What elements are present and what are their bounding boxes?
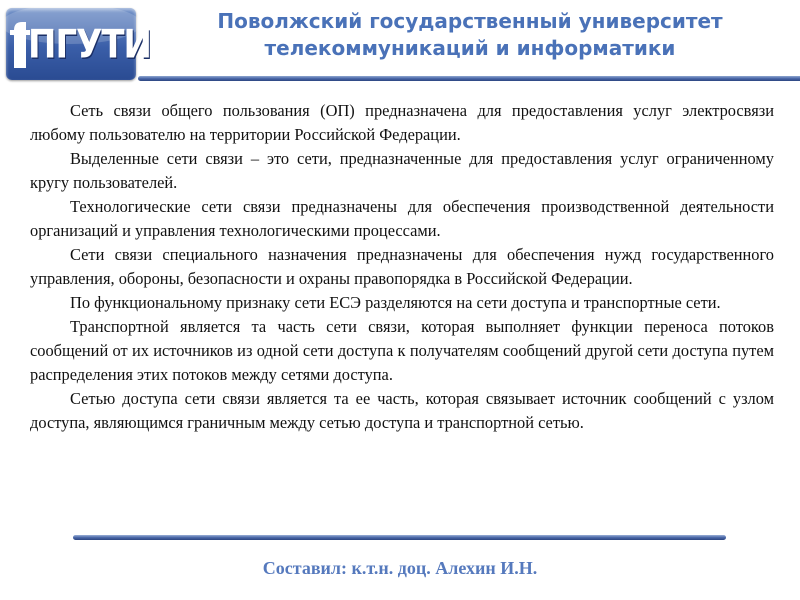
footer-divider bbox=[73, 535, 726, 540]
slide-content bbox=[30, 99, 774, 435]
logo-text: ПГУТИ bbox=[28, 22, 151, 68]
author-credit: Составил: к.т.н. доц. Алехин И.Н. bbox=[262, 558, 538, 578]
paragraph-technological-network: Технологические сети связи предназначены для обеспечения производственной деятельности организаций и управления технологическими процессами. bbox=[30, 197, 774, 240]
title-line-1: Поволжский государственный университет bbox=[217, 9, 723, 33]
paragraph-functional-division: По функциональному признаку сети ЕСЭ разделяются на сети доступа и транспортные сети. bbox=[70, 293, 721, 312]
header-divider bbox=[138, 76, 800, 81]
paragraph-public-network: Сеть связи общего пользования (ОП) предназначена для предоставления услуг электросвязи любому пользователю на территории Российской Федерации. bbox=[30, 101, 774, 144]
page-title bbox=[150, 8, 790, 62]
paragraph-access-network: Сетью доступа сети связи является та ее часть, которая связывает источник сообщений с узлом доступа, являющимся граничным между сетью доступа и транспортной сетью. bbox=[30, 389, 774, 432]
paragraph-special-network: Сети связи специального назначения предназначены для обеспечения нужд государственного управления, обороны, безопасности и охраны правопорядка в Российской Федерации. bbox=[30, 245, 774, 288]
paragraph-dedicated-network: Выделенные сети связи – это сети, предназначенные для предоставления услуг ограниченному кругу пользователей. bbox=[30, 149, 774, 192]
paragraph-transport-network: Транспортной является та часть сети связи, которая выполняет функции переноса потоков сообщений от их источников из одной сети доступа к получателям сообщений другой сети доступа путем распределения этих потоков между сетями доступа. bbox=[30, 317, 774, 384]
university-logo bbox=[6, 8, 151, 80]
title-line-2: телекоммуникаций и информатики bbox=[264, 36, 676, 60]
